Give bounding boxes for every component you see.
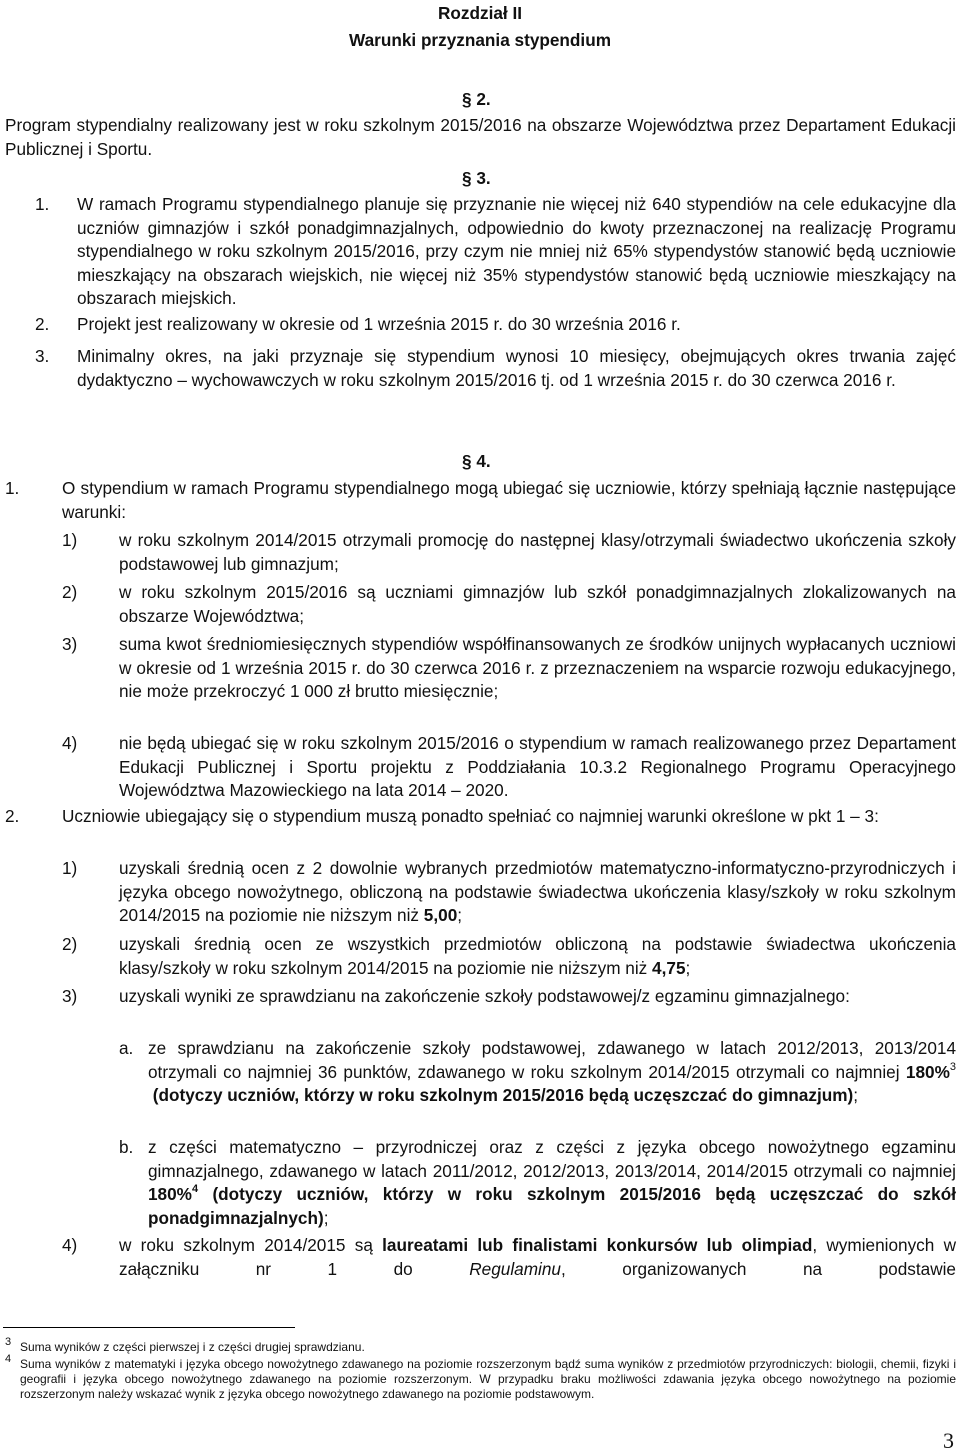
grade-threshold: 5,00	[423, 905, 458, 925]
section-4-header: § 4.	[462, 451, 491, 471]
sub-item-letter: a.	[119, 1038, 134, 1058]
condition-3: suma kwot średniomiesięcznych stypendiów współfinansowanych ze środków unijnych wypłacanych uczniowi w okresie od 1 września 2015 r. do 30 czerwca 2016 r. z przeznaczeniem na wsparcie rozwoju edukacyjnego, nie może przekroczyć 1 000 zł brutto miesięcznie;	[119, 634, 956, 701]
item-number: 2.	[35, 314, 50, 334]
requirement-text: , organizowanych na podstawie	[560, 1258, 956, 1279]
condition-number: 1)	[62, 858, 78, 878]
page-number: 3	[943, 1428, 954, 1453]
condition-number: 3)	[62, 986, 78, 1006]
chapter-title: Rozdział II	[437, 3, 523, 23]
requirement-2	[119, 933, 956, 980]
section-3-item-1: W ramach Programu stypendialnego planuje się przyznanie nie więcej niż 640 stypendiów na cele edukacyjne dla uczniów gimnazjów i szkół ponadgimnazjalnych, odpowiednio do kwoty przeznaczonej na realizację Programu stypendialnego w roku szkolnym 2015/2016, przy czym nie mniej niż 65% stypendystów stanowić będą uczniowie mieszkający na obszarach wiejskich, nie więcej niż 35% stypendystów stanowić będą uczniowie mieszkający na obszarach miejskich.	[77, 194, 956, 308]
percentage: 180%	[148, 1184, 192, 1204]
condition-number: 4)	[62, 733, 78, 753]
section-2-text: Program stypendialny realizowany jest w roku szkolnym 2015/2016 na obszarze Województwa przez Departament Edukacji Publicznej i Sportu.	[5, 115, 956, 159]
item-number: 1.	[35, 194, 50, 214]
sub-item-letter: b.	[119, 1137, 134, 1157]
footnote-number: 4	[5, 1353, 12, 1365]
requirement-3: uzyskali wyniki ze sprawdzianu na zakończenie szkoły podstawowej/z egzaminu gimnazjalnego:	[119, 986, 850, 1006]
item-number: 2.	[5, 806, 20, 826]
sub-item-end: ;	[853, 1085, 859, 1105]
section-2-header: § 2.	[462, 89, 491, 109]
section-3-header: § 3.	[462, 168, 491, 188]
condition-4: nie będą ubiegać się w roku szkolnym 2015/2016 o stypendium w ramach realizowanego przez Departament Edukacji Publicznej i Sportu projektu z Poddziałania 10.3.2 Regionalnego Programu Operacyjnego Województwa Mazowieckiego na lata 2014 – 2020.	[119, 733, 956, 800]
item-number: 1.	[5, 478, 20, 498]
applies-to-note: (dotyczy uczniów, którzy w roku szkolnym 2015/2016 będą uczęszczać do gimnazjum)	[152, 1085, 854, 1105]
condition-number: 2)	[62, 582, 78, 602]
footnote-ref: 3	[949, 1060, 956, 1073]
condition-2: w roku szkolnym 2015/2016 są uczniami gimnazjów lub szkół ponadgimnazjalnych zlokalizowanych na obszarze Województwa;	[119, 582, 956, 626]
section-3-item-2: Projekt jest realizowany w okresie od 1 września 2015 r. do 30 września 2016 r.	[77, 314, 681, 334]
requirement-1	[119, 857, 956, 928]
requirement-text: uzyskali średnią ocen ze wszystkich przedmiotów obliczoną na podstawie świadectwa ukończenia klasy/szkoły w roku szkolnym 2014/2015 na poziomie nie niższym niż	[119, 934, 956, 978]
item-number: 3.	[35, 346, 50, 366]
condition-number: 1)	[62, 530, 78, 550]
requirement-3a	[148, 1037, 956, 1108]
section-4-p1-intro: O stypendium w ramach Programu stypendialnego mogą ubiegać się uczniowie, którzy spełniają łącznie następujące warunki:	[62, 478, 956, 522]
grade-threshold: 4,75	[652, 957, 686, 978]
regulation-ref: Regulaminu	[469, 1258, 561, 1279]
condition-1: w roku szkolnym 2014/2015 otrzymali promocję do następnej klasy/otrzymali świadectwo ukończenia szkoły podstawowej lub gimnazjum;	[119, 530, 956, 574]
laureates-text: laureatami lub finalistami konkursów lub olimpiad	[382, 1235, 813, 1255]
footnote-number: 3	[5, 1336, 12, 1348]
sub-item-text: ze sprawdzianu na zakończenie szkoły podstawowej, zdawanego w latach 2012/2013, 2013/2014 otrzymali co najmniej 36 punktów, zdawanego w roku szkolnym 2014/2015 otrzymali co najmniej	[148, 1038, 956, 1082]
requirement-3b	[148, 1136, 956, 1230]
requirement-text: , wymienionych w załączniku nr 1 do	[119, 1235, 956, 1279]
requirement-end: ;	[685, 957, 691, 978]
condition-number: 2)	[62, 934, 78, 954]
applies-to-note: (dotyczy uczniów, którzy w roku szkolnym 2015/2016 będą uczęszczać do szkół ponadgimnazjalnych)	[148, 1184, 956, 1228]
requirement-end: ;	[457, 905, 463, 925]
sub-item-end: ;	[323, 1207, 329, 1228]
requirement-text: uzyskali średnią ocen z 2 dowolnie wybranych przedmiotów matematyczno-informatyczno-przyrodniczych i języka obcego nowożytnego, obliczoną na podstawie świadectwa ukończenia klasy/szkoły w roku szkolnym 2014/2015 na poziomie nie niższym niż	[119, 858, 956, 925]
sub-item-text: z części matematyczno – przyrodniczej oraz z części z języka obcego nowożytnego egzaminu gimnazjalnego, zdawanego w latach 2011/2012, 2012/2013, 2013/2014, 2014/2015 otrzymali co najmniej	[148, 1137, 956, 1181]
percentage: 180%	[905, 1061, 950, 1082]
requirement-text: w roku szkolnym 2014/2015 są	[119, 1235, 373, 1255]
footnote-ref: 4	[191, 1183, 199, 1195]
section-4-p2-intro: Uczniowie ubiegający się o stypendium muszą ponadto spełniać co najmniej warunki określone w pkt 1 – 3:	[62, 806, 879, 826]
footnote-3: Suma wyników z części pierwszej i z części drugiej sprawdzianu.	[20, 1340, 365, 1354]
section-3-item-3: Minimalny okres, na jaki przyznaje się stypendium wynosi 10 miesięcy, obejmujących okres trwania zajęć dydaktyczno – wychowawczych w roku szkolnym 2015/2016 tj. od 1 września 2015 r. do 30 czerwca 2016 r.	[77, 346, 956, 390]
chapter-subtitle: Warunki przyznania stypendium	[349, 30, 611, 50]
condition-number: 4)	[62, 1235, 78, 1255]
footnote-separator	[3, 1327, 295, 1328]
requirement-4	[119, 1234, 956, 1281]
footnote-4: Suma wyników z matematyki i języka obcego nowożytnego zdawanego na poziomie rozszerzonym bądź suma wyników z przedmiotów przyrodniczych: biologii, chemii, fizyki i geografii i języka obcego nowożytnego zdawanego na poziomie rozszerzonym. W przypadku braku możliwości zdawania języka obcego nowożytnego na poziomie rozszerzonym należy wskazać wynik z języka obcego nowożytnego zdawanego na poziomie podstawowym.	[20, 1357, 956, 1401]
condition-number: 3)	[62, 634, 78, 654]
